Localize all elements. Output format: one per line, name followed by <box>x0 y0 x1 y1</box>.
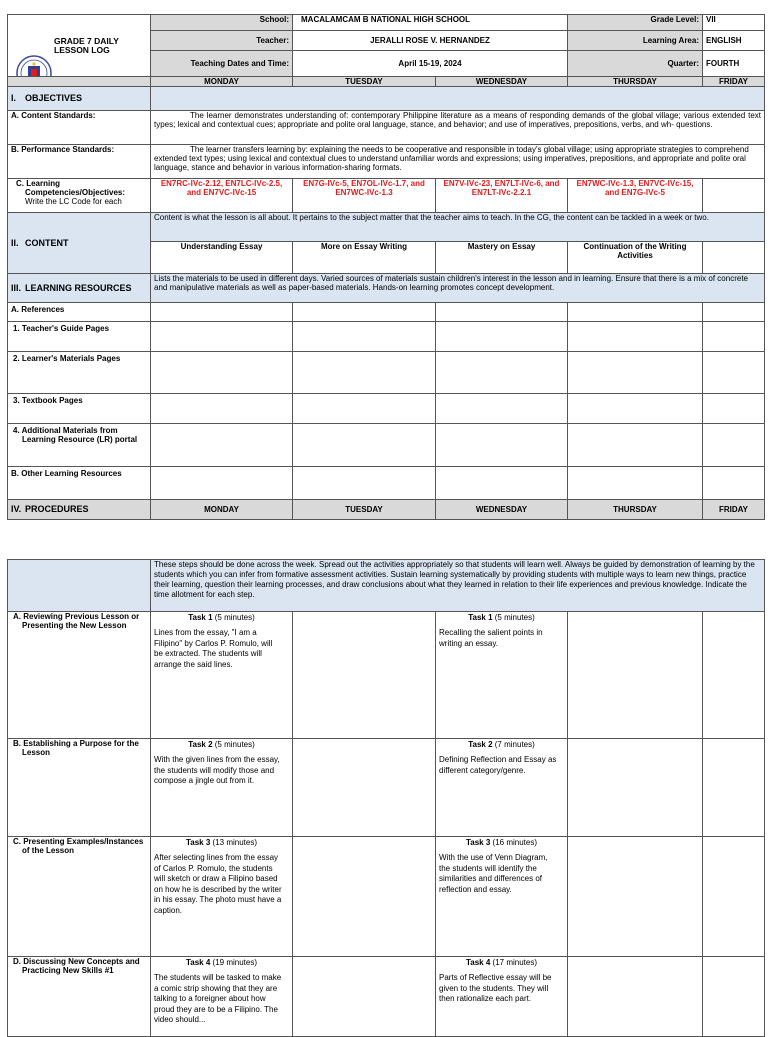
references-monday <box>151 303 293 322</box>
proc-d-thursday <box>568 957 703 1037</box>
proc-b-wed-task: Task 2 <box>468 740 493 749</box>
content-heading <box>8 213 151 274</box>
proc-b-mon-time: (5 minutes) <box>214 740 255 749</box>
textbook-monday <box>151 394 293 424</box>
learners-materials-label: 2. Learner's Materials Pages <box>8 352 151 394</box>
competencies-note: Write the LC Code for each <box>25 197 122 206</box>
proc-c-mon-body: After selecting lines from the essay of Carlos P. Romulo, the students will sketch or draw a Filipino based on how he is described by the writer in his essay. The photo must have a caption. <box>154 853 282 915</box>
teachers-guide-friday <box>703 322 765 352</box>
other-resources-monday <box>151 467 293 500</box>
proc-c-mon-task: Task 3 <box>185 838 211 847</box>
proc-c-friday <box>703 837 765 957</box>
references-friday <box>703 303 765 322</box>
lc-code-tuesday: EN7G-IVc-5, EN7OL-IVc-1.7, and EN7WC-IVc-1.3 <box>293 179 436 213</box>
proc-a-label: A. Reviewing Previous Lesson or Presenting the New Lesson <box>8 612 151 739</box>
procedures-heading <box>8 500 151 520</box>
proc-d-wed-time: (17 minutes) <box>492 958 537 967</box>
content-note: Content is what the lesson is all about. It pertains to the subject matter that the teacher aims to teach. In the CG, the content can be tackled in a week or two. <box>151 213 765 242</box>
other-resources-tuesday <box>293 467 436 500</box>
proc-d-wed-body: Parts of Reflective essay will be given to the students. They will then rationalize each part. <box>439 973 552 1003</box>
proc-b-wed-time: (7 minutes) <box>494 740 535 749</box>
textbook-friday <box>703 394 765 424</box>
grade-value: VII <box>703 15 765 31</box>
objectives-num: I. <box>11 93 17 103</box>
teachers-guide-label: 1. Teacher's Guide Pages <box>8 322 151 352</box>
proc-day-monday: MONDAY <box>151 500 293 520</box>
content-num: II. <box>11 237 19 248</box>
performance-standards-label: B. Performance Standards: <box>8 145 151 179</box>
proc-day-thursday: THURSDAY <box>568 500 703 520</box>
quarter-label: Quarter: <box>568 51 703 77</box>
school-label: School: <box>151 15 293 31</box>
proc-a-wed-task: Task 1 <box>468 613 493 622</box>
learners-materials-friday <box>703 352 765 394</box>
proc-b-friday <box>703 739 765 837</box>
proc-b-mon-task: Task 2 <box>188 740 213 749</box>
content-standards-label: A. Content Standards: <box>8 111 151 145</box>
proc-d-mon-task: Task 4 <box>185 958 211 967</box>
proc-a-wed-time: (5 minutes) <box>494 613 535 622</box>
resources-num: III. <box>11 282 22 293</box>
content-monday: Understanding Essay <box>151 242 293 274</box>
proc-c-wednesday <box>436 837 568 957</box>
textbook-wednesday <box>436 394 568 424</box>
day-header-blank <box>8 77 151 87</box>
proc-day-friday: FRIDAY <box>703 500 765 520</box>
proc-b-tuesday <box>293 739 436 837</box>
teachers-guide-tuesday <box>293 322 436 352</box>
proc-b-mon-body: With the given lines from the essay, the students will modify those and compose a jingle out from it. <box>154 755 280 785</box>
references-thursday <box>568 303 703 322</box>
proc-b-wednesday <box>436 739 568 837</box>
grade-label: Grade Level: <box>568 15 703 31</box>
proc-b-label: B. Establishing a Purpose for the Lesson <box>8 739 151 837</box>
learners-materials-monday <box>151 352 293 394</box>
textbook-thursday <box>568 394 703 424</box>
content-title: CONTENT <box>25 237 69 248</box>
proc-b-monday <box>151 739 293 837</box>
objectives-title: OBJECTIVES <box>25 93 83 103</box>
proc-d-mon-body: The students will be tasked to make a comic strip showing that they are talking to a foreigner about how proud they are to be a Filipino. The video should... <box>154 973 282 1024</box>
additional-materials-tuesday <box>293 424 436 467</box>
procedures-title: PROCEDURES <box>25 504 89 514</box>
objectives-heading <box>8 87 151 111</box>
proc-c-wed-time: (16 minutes) <box>492 838 537 847</box>
day-header-thursday: THURSDAY <box>568 77 703 87</box>
references-label: A. References <box>8 303 151 322</box>
content-friday <box>703 242 765 274</box>
learners-materials-tuesday <box>293 352 436 394</box>
procedures-note-blank <box>8 560 151 612</box>
proc-day-tuesday: TUESDAY <box>293 500 436 520</box>
day-header-monday: MONDAY <box>151 77 293 87</box>
other-resources-friday <box>703 467 765 500</box>
teacher-label: Teacher: <box>151 31 293 51</box>
teacher-value: JERALLI ROSE V. HERNANDEZ <box>293 31 568 51</box>
header-title-cell <box>8 15 151 77</box>
lesson-log-table-procedures <box>7 559 765 1037</box>
objectives-blank <box>151 87 765 111</box>
proc-c-thursday <box>568 837 703 957</box>
resources-title: LEARNING RESOURCES <box>25 282 132 293</box>
proc-c-monday <box>151 837 293 957</box>
content-standards-text: The learner demonstrates understanding of: contemporary Philippine literature as a means of responding demands of the global village; various extended text types; lexical and contextual cues; appropriate and polite oral language, stance, and behavior; and use of imperatives, prepositions, verbs, and wh- questions. <box>151 111 765 145</box>
proc-a-wed-body: Recalling the salient points in writing an essay. <box>439 628 543 648</box>
teachers-guide-monday <box>151 322 293 352</box>
lc-code-monday: EN7RC-IVc-2.12, EN7LC-IVc-2.5, and EN7VC-IVc-15 <box>151 179 293 213</box>
teachers-guide-thursday <box>568 322 703 352</box>
proc-d-monday <box>151 957 293 1037</box>
proc-a-tuesday <box>293 612 436 739</box>
other-resources-label: B. Other Learning Resources <box>8 467 151 500</box>
learners-materials-wednesday <box>436 352 568 394</box>
procedures-note: These steps should be done across the week. Spread out the activities appropriately so that students will learn well. Always be guided by demonstration of learning by the students which you can infer from formative assessment activities. Sustain learning systematically by providing students with multiple ways to learn new things, practice their learning, question their learning processes, and draw conclusions about what they learned in relation to their life experiences and previous knowledge. Indicate the time allotment for each step. <box>151 560 765 612</box>
lc-code-wednesday: EN7V-IVc-23, EN7LT-IVc-6, and EN7LT-IVc-2.2.1 <box>436 179 568 213</box>
content-thursday: Continuation of the Writing Activities <box>568 242 703 274</box>
day-header-friday: FRIDAY <box>703 77 765 87</box>
proc-d-wednesday <box>436 957 568 1037</box>
additional-materials-label: 4. Additional Materials from Learning Resource (LR) portal <box>8 424 151 467</box>
additional-materials-thursday <box>568 424 703 467</box>
proc-day-wednesday: WEDNESDAY <box>436 500 568 520</box>
lesson-log-table-top <box>7 14 765 520</box>
header-title: GRADE 7 DAILY LESSON LOG <box>54 35 119 55</box>
day-header-wednesday: WEDNESDAY <box>436 77 568 87</box>
teachers-guide-wednesday <box>436 322 568 352</box>
dates-label: Teaching Dates and Time: <box>151 51 293 77</box>
proc-c-wed-body: With the use of Venn Diagram, the students will identify the similarities and differences of reflection and essay. <box>439 853 548 894</box>
learners-materials-thursday <box>568 352 703 394</box>
resources-note: Lists the materials to be used in different days. Varied sources of materials sustain children's interest in the lesson and in learning. Ensure that there is a mix of concrete and manipulative materials as well as paper-based materials. Hands-on learning promotes concept development. <box>151 274 765 303</box>
lc-code-thursday: EN7WC-IVc-1.3, EN7VC-IVc-15, and EN7G-IVc-5 <box>568 179 703 213</box>
competencies-cell <box>8 179 151 213</box>
references-wednesday <box>436 303 568 322</box>
additional-materials-monday <box>151 424 293 467</box>
day-header-tuesday: TUESDAY <box>293 77 436 87</box>
proc-d-mon-time: (19 minutes) <box>212 958 257 967</box>
content-wednesday: Mastery on Essay <box>436 242 568 274</box>
resources-heading <box>8 274 151 303</box>
proc-a-mon-time: (5 minutes) <box>214 613 255 622</box>
other-resources-thursday <box>568 467 703 500</box>
additional-materials-wednesday <box>436 424 568 467</box>
proc-b-thursday <box>568 739 703 837</box>
proc-a-mon-body: Lines from the essay, "I am a Filipino" by Carlos P. Romulo, will be extracted. The students will arrange the said lines. <box>154 628 273 669</box>
other-resources-wednesday <box>436 467 568 500</box>
proc-d-wed-task: Task 4 <box>465 958 491 967</box>
deped-seal-icon <box>16 55 52 77</box>
dates-value: April 15-19, 2024 <box>293 51 568 77</box>
proc-d-friday <box>703 957 765 1037</box>
proc-d-tuesday <box>293 957 436 1037</box>
proc-c-tuesday <box>293 837 436 957</box>
proc-a-wednesday <box>436 612 568 739</box>
textbook-tuesday <box>293 394 436 424</box>
additional-materials-friday <box>703 424 765 467</box>
proc-c-mon-time: (13 minutes) <box>212 838 257 847</box>
area-label: Learning Area: <box>568 31 703 51</box>
proc-c-wed-task: Task 3 <box>465 838 491 847</box>
content-tuesday: More on Essay Writing <box>293 242 436 274</box>
lc-code-friday <box>703 179 765 213</box>
competencies-label: C. Learning Competencies/Objectives: <box>16 179 126 197</box>
proc-d-label: D. Discussing New Concepts and Practicing New Skills #1 <box>8 957 151 1037</box>
proc-b-wed-body: Defining Reflection and Essay as different category/genre. <box>439 755 557 775</box>
area-value: ENGLISH <box>703 31 765 51</box>
proc-c-label: C. Presenting Examples/Instances of the Lesson <box>8 837 151 957</box>
references-tuesday <box>293 303 436 322</box>
procedures-num: IV. <box>11 504 22 514</box>
textbook-label: 3. Textbook Pages <box>8 394 151 424</box>
proc-a-thursday <box>568 612 703 739</box>
proc-a-friday <box>703 612 765 739</box>
proc-a-monday <box>151 612 293 739</box>
school-value: MACALAMCAM B NATIONAL HIGH SCHOOL <box>293 15 568 31</box>
quarter-value: FOURTH <box>703 51 765 77</box>
proc-a-mon-task: Task 1 <box>188 613 213 622</box>
performance-standards-text: The learner transfers learning by: explaining the needs to be cooperative and responsible in today's global village; using appropriate strategies to comprehend extended text types; using lexical and contextual clues to understand unfamiliar words and expressions; using imperatives, prepositions, and appropriate and polite oral language, stance and behavior in various information-sharing formats. <box>151 145 765 179</box>
